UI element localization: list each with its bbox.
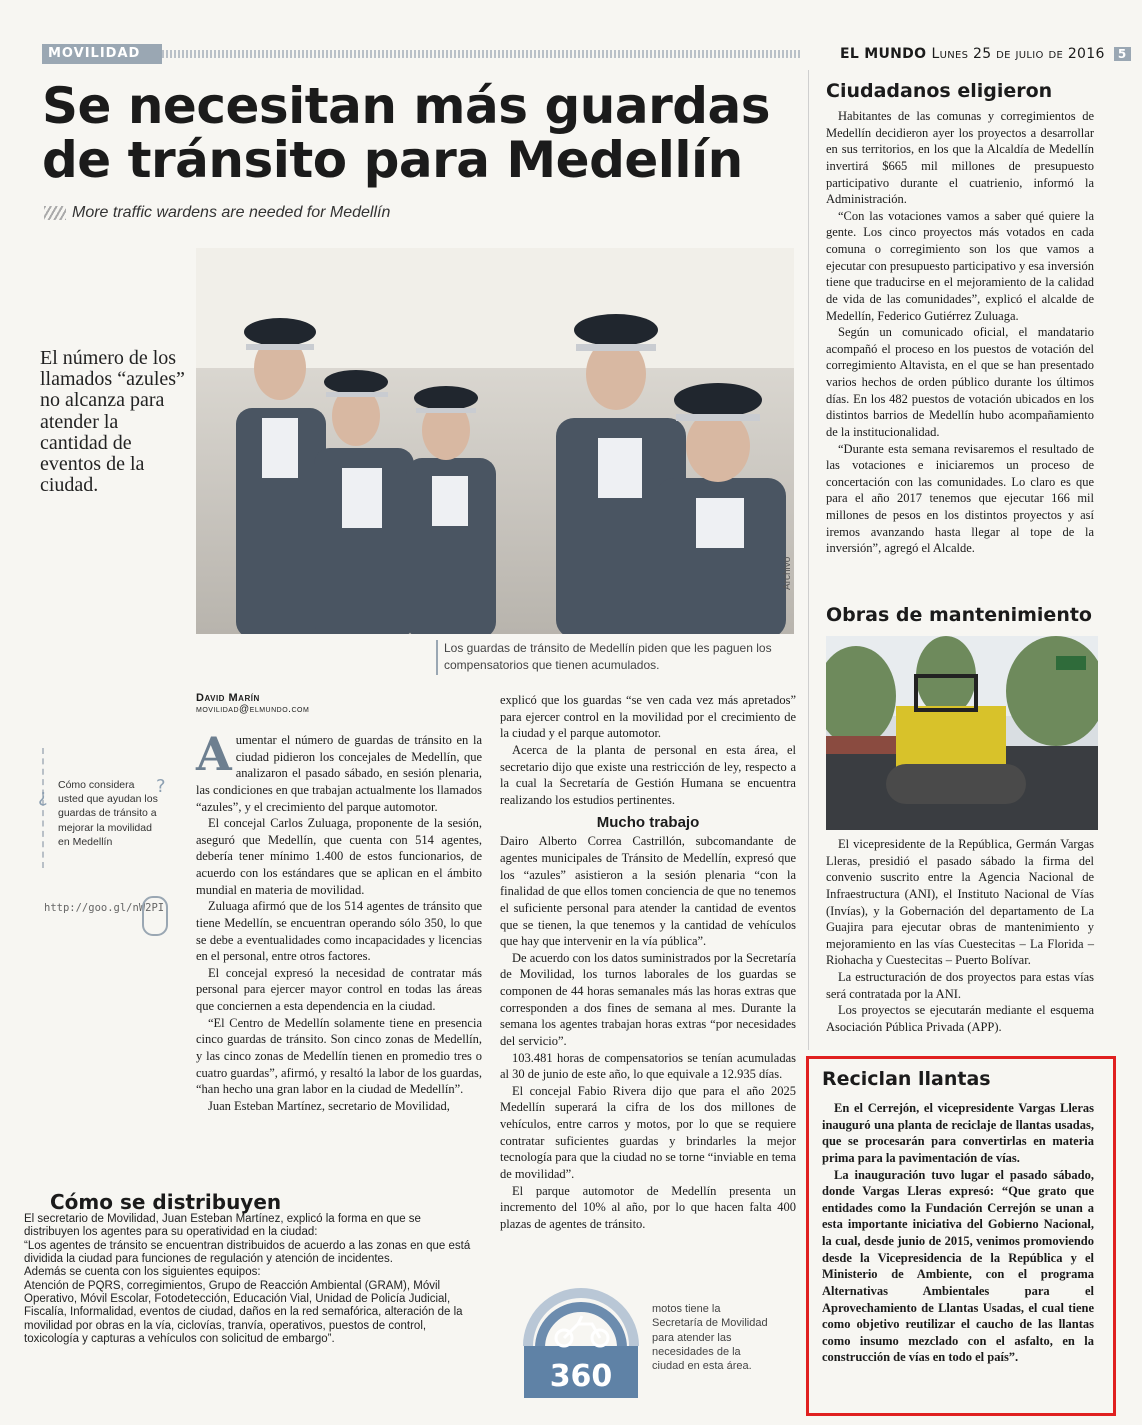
- paragraph: En el Cerrejón, el vicepresidente Vargas Lleras inauguró una planta de reciclaje de llantas usadas, que se procesarán para convertirlas en materia prima para la pavimentación de vías.: [822, 1101, 1094, 1165]
- paragraph: “Con las votaciones vamos a saber qué quiere la gente. Los cinco proyectos más votados en cada comuna o corregimiento son los que vamos a ejecutar con presupuesto participativo y esa inversión tiene que traducirse en el mejoramiento de la calidad de vida de las comunidades”, explicó el alcalde de Medellín, Federico Gutiérrez Zuluaga.: [826, 208, 1094, 323]
- question-mark-icon: ¿: [38, 786, 48, 807]
- sidebar-title: Ciudadanos eligieron: [826, 80, 1053, 102]
- paper-name: EL MUNDO: [840, 46, 927, 62]
- lead-paragraph: umentar el número de guardas de tránsito en la ciudad pidieron los concejales de Medellín, que analizaron el pasado sábado, en sesión plenaria, las condiciones en que trabajan actualmente los llamados “azules”, y el crecimiento del parque automotor.: [196, 733, 482, 814]
- box-line: El secretario de Movilidad, Juan Esteban Martínez, explicó la forma en que se distribuyen los agentes para su operatividad en la ciudad:: [24, 1213, 421, 1239]
- page-number: 5: [1114, 47, 1131, 61]
- main-photo: [196, 248, 794, 634]
- paragraph: El vicepresidente de la República, Germán Vargas Lleras, presidió el pasado sábado la firma del convenio suscrito entre la Agencia Nacional de Infraestructura (ANI), el Instituto Nacional de Vías (Invías), y la Gobernación del departamento de La Guajira para ejecutar obras de mantenimiento y mejoramiento en las vías Cuestecitas – La Florida – Riohacha y Cuestecitas – Puerto Bolívar.: [826, 837, 1094, 968]
- masthead: [840, 46, 1127, 62]
- sidebar-title: Obras de mantenimiento: [826, 604, 1092, 626]
- question-mark-icon: ?: [156, 776, 166, 797]
- issue-date: Lunes 25 de julio de 2016: [931, 46, 1105, 62]
- sidebar-story-2: [826, 836, 1094, 1036]
- paragraph: La estructuración de dos proyectos para estas vías será contratada por la ANI.: [826, 970, 1094, 1001]
- paragraph: El concejal Carlos Zuluaga, proponente de la sesión, aseguró que Medellín, que cuenta con 514 agentes, debería tener mínimo 1.400 de estos funcionarios, de acuerdo con los estándares que se aplican en el ámbito mundial en materia de movilidad.: [196, 816, 482, 897]
- subhead: More traffic wardens are needed for Medellín: [72, 204, 391, 221]
- article-column-1: [196, 727, 483, 1114]
- box-line: Atención de PQRS, corregimientos, Grupo de Reacción Ambiental (GRAM), Móvil Operativo, Móvil Escolar, Fotodetección, Educación Vial, Unidad de Policía Judicial, Fiscalía, Informalidad, eventos de ciudad, daños en la red semafórica, alteración de la movilidad por obras en la vía, ciclovías, tranvía, operativos, puestos de control, toxicología y capturas a vehículos con solicitud de embargo”.: [24, 1279, 463, 1345]
- paragraph: Habitantes de las comunas y corregimientos de Medellín decidieron ayer los proyectos a desarrollar en sus territorios, en los que la Alcaldía de Medellín invertirá $665 mil millones de presupuesto participativo durante el cuatrienio, informó la Administración.: [826, 109, 1094, 207]
- section-rule: [162, 50, 802, 58]
- paragraph: El parque automotor de Medellín presenta un incremento del 10% al año, por lo que hacen falta 400 plazas de agentes de tránsito.: [500, 1183, 796, 1231]
- stat-number: 360: [549, 1359, 613, 1394]
- paragraph: explicó que los guardas “se ven cada vez más apretados” para ejercer control en la movilidad por el crecimiento de la ciudad y el parque automotor.: [500, 693, 796, 741]
- subhead-decoration: [44, 206, 66, 220]
- section-subtitle: Mucho trabajo: [596, 814, 700, 832]
- stat-graphic: [522, 1280, 640, 1400]
- paragraph: El concejal Fabio Rivera dijo que para el año 2025 Medellín superará la cifra de los dos millones de vehículos, entre carros y motos, por lo que se requiere contratar suficientes guardas y brindarles la mejor tecnología para que la ciudad no se torne “inviable en tema de movilidad”.: [500, 1083, 796, 1181]
- box-title: Cómo se distribuyen: [50, 1190, 282, 1214]
- photo-caption: Los guardas de tránsito de Medellín piden que les paguen los compensatorios que tienen acumulados.: [436, 640, 774, 675]
- paragraph: Los proyectos se ejecutarán mediante el esquema Asociación Pública Privada (APP).: [826, 1003, 1094, 1034]
- box-line: Además se cuenta con los siguientes equipos:: [24, 1266, 261, 1279]
- box-line: “Los agentes de tránsito se encuentran distribuidos de acuerdo a las zonas en que está dividida la ciudad para funciones de regulación y atención de incidentes.: [24, 1239, 471, 1265]
- poll-link[interactable]: http://goo.gl/nW2PI: [44, 902, 165, 914]
- paragraph: “Durante esta semana revisaremos el resultado de las votaciones e iniciaremos un proceso de concertación con las comunidades. Lo claro es que para el año 2017 tenemos que ejecutar 166 mil millones de pesos en los distintos proyectos y así iremos avanzando hasta llegar al tope de la inversión”, agregó el Alcalde.: [826, 441, 1094, 556]
- paragraph: 103.481 horas de compensatorios se tenían acumuladas al 30 de junio de este año, lo que equivale a 12.935 días.: [500, 1050, 796, 1082]
- motorcycle-icon: [556, 1316, 608, 1346]
- sidebar-story-1: [826, 108, 1094, 557]
- section-tag: MOVILIDAD: [42, 44, 162, 64]
- paragraph: Según un comunicado oficial, el mandatario acompañó el proceso en los puestos de votación del corregimiento Altavista, en el que se han presentado varios hechos de orden público durante los últimos días. En los 482 puestos de votación ubicados en los distintos barrios de Medellín hubo acompañamiento de la institucionalidad.: [826, 325, 1094, 439]
- headline: Se necesitan más guardas de tránsito para Medellín: [42, 77, 771, 189]
- dropcap: A: [196, 727, 232, 781]
- paragraph: “El Centro de Medellín solamente tiene en presencia cinco guardas de tránsito. Son cinco zonas de Medellín, y las cinco zonas de Medellín tienen en promedio tres o cuatro guardas”, afirmó, y resaltó la labor de los guardas, “han hecho una gran labor en la ciudad de Medellín”.: [196, 1015, 483, 1097]
- byline: [196, 692, 476, 715]
- stat-text: motos tiene la Secretaría de Movilidad para atender las necesidades de la ciudad en esta área.: [652, 1303, 768, 1373]
- column-divider: [808, 70, 809, 1050]
- paragraph: El concejal expresó la necesidad de contratar más personal para ejercer mayor control en todas las áreas que conciernen a esta dependencia en la ciudad.: [196, 965, 482, 1013]
- poll-question: Cómo considera usted que ayudan los guardas de tránsito a mejorar la movilidad en Medellín: [58, 779, 158, 848]
- paragraph: La inauguración tuvo lugar el pasado sábado, donde Vargas Lleras expresó: “Que grato que entidades como la Fundación Cerrejón se unan a esta importante iniciativa del Gobierno Nacional, la cual, desde junio de 2015, venimos promoviendo desde la Vicepresidencia de la República y el Ministerio de Ambiente, con el programa Alternativas Ambientales para el Aprovechamiento de Llantas Usadas, el cual tiene como objetivo reutilizar el caucho de las llantas como insumo mezclado con el asfalto, en la construcción de vías en todo el país”.: [822, 1167, 1094, 1365]
- author-email: movilidad@elmundo.com: [196, 704, 310, 715]
- sidebar-title: Reciclan llantas: [822, 1068, 991, 1090]
- paragraph: Acerca de la planta de personal en esta área, el secretario dijo que existe una restricción de ley, respecto a la cual la Secretaría de Gestión Humana se encuentra realizando los estudios pertinentes.: [500, 742, 796, 807]
- sidebar-story-3: [822, 1100, 1094, 1366]
- pull-quote: El número de los llamados “azules” no alcanza para atender la cantidad de eventos de la ciudad.: [40, 347, 185, 497]
- author-name: David Marín: [196, 692, 260, 704]
- paragraph: Zuluaga afirmó que de los 514 agentes de tránsito que tiene Medellín, se encuentran operando sólo 350, lo que se debe a eventualidades como incapacidades y licencias en el personal, entre otros factores.: [196, 899, 482, 964]
- roadwork-photo: [826, 636, 1098, 830]
- paragraph: Dairo Alberto Correa Castrillón, subcomandante de agentes municipales de Tránsito de Medellín, expresó que los “azules” asistieron a la sesión plenaria “con la finalidad de que ellos tomen conciencia de que no tenemos el suficiente personal para atender la cantidad de eventos que se tienen, la que tenemos y la cantidad de vehículos que hay que intervenir en la vía pública”.: [500, 834, 796, 949]
- paragraph: De acuerdo con los datos suministrados por la Secretaría de Movilidad, los turnos laborales de los guardas se componen de 44 horas semanales más las horas extras que corresponden a dos fines de semana al mes. Durante la semana los agentes trabajan horas extras “por necesidades del servicio”.: [500, 950, 796, 1048]
- paragraph: Juan Esteban Martínez, secretario de Movilidad,: [208, 1098, 450, 1113]
- mouse-icon: [142, 896, 168, 936]
- article-column-2: [500, 692, 796, 1232]
- photo-credit: Archivo: [782, 556, 793, 590]
- box-text: [24, 1213, 474, 1346]
